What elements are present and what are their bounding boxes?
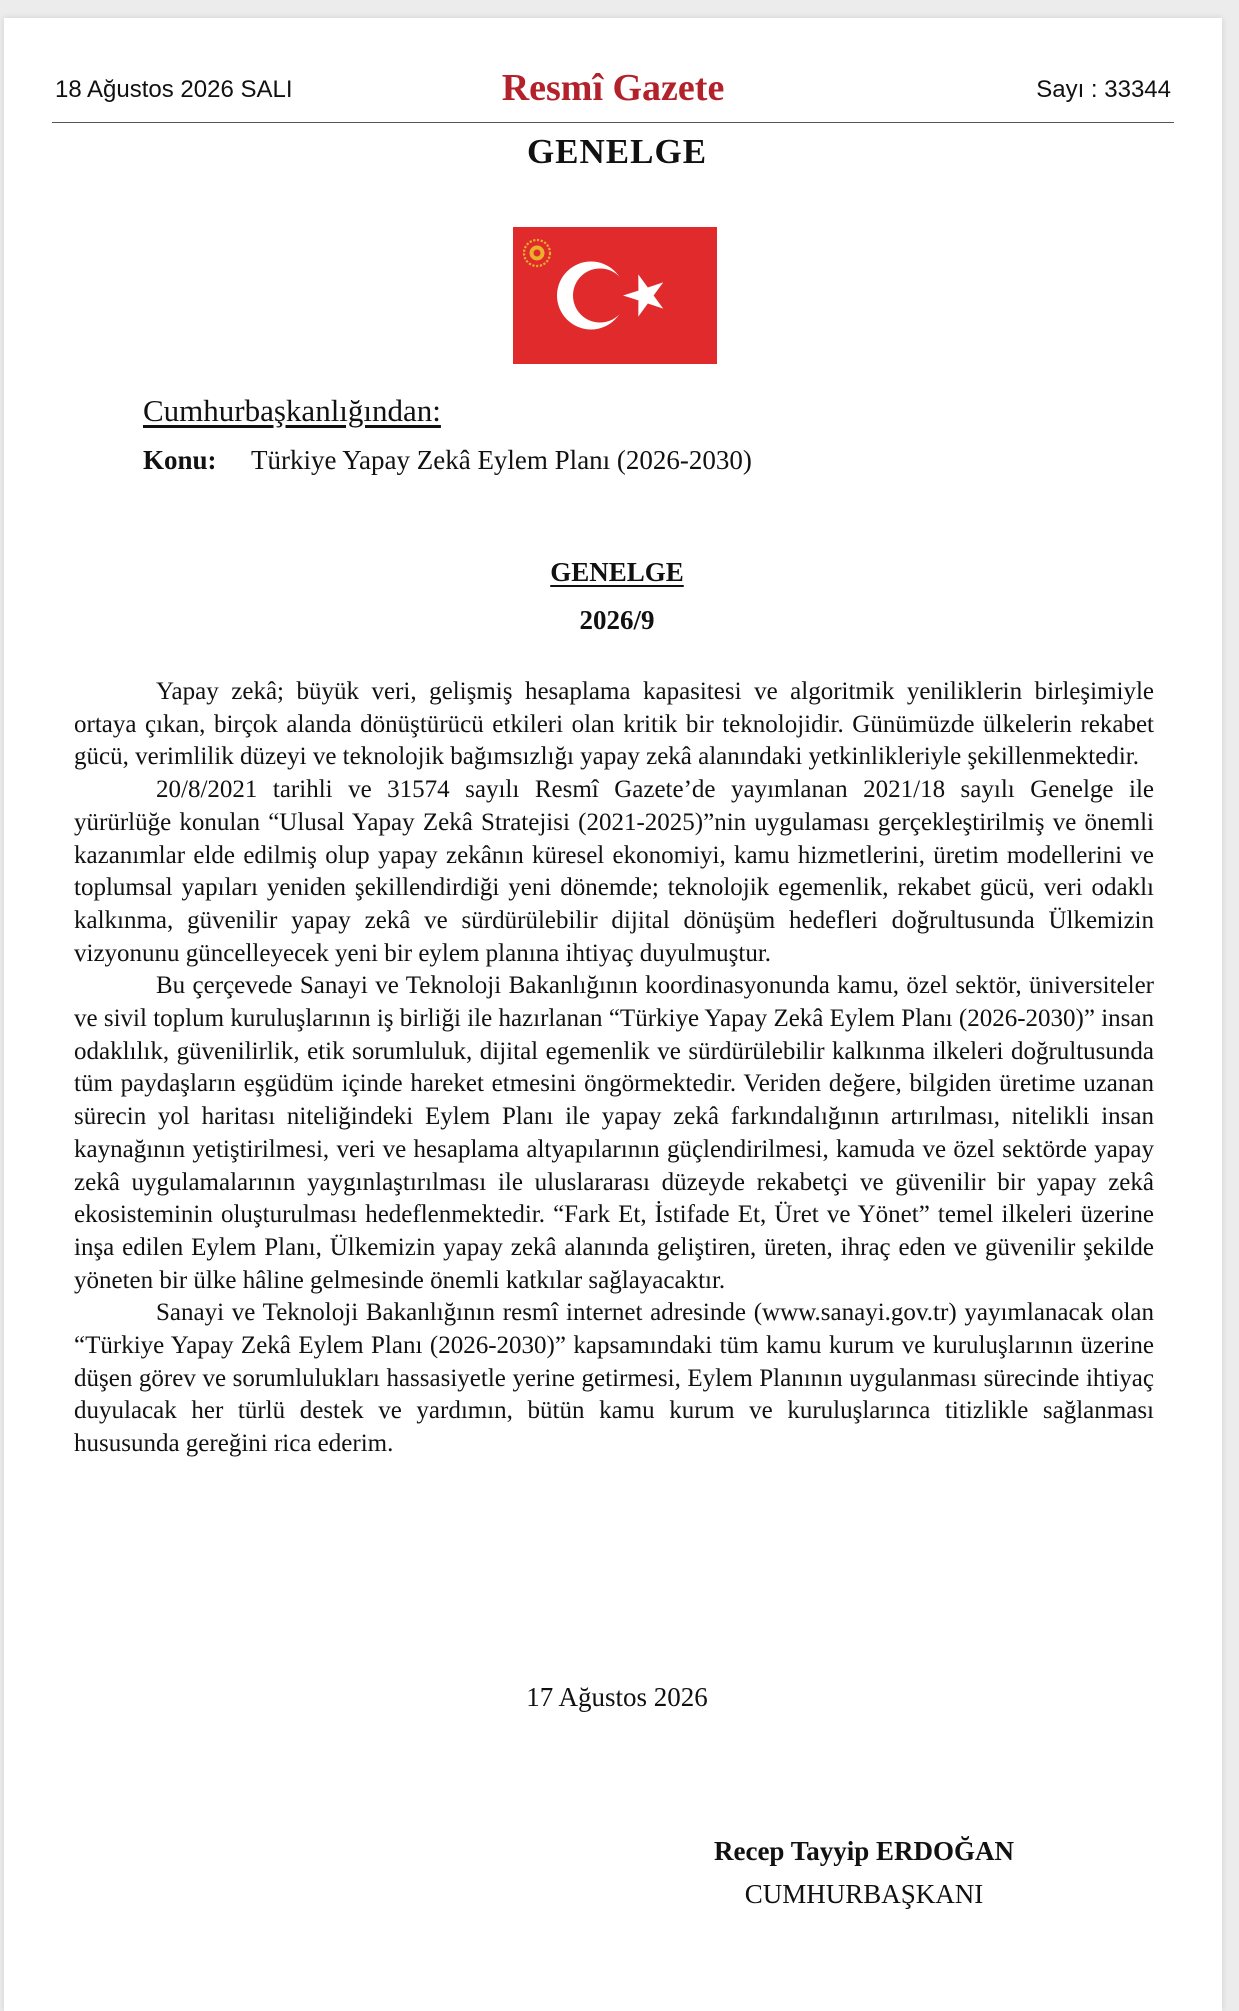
document-number: 2026/9	[579, 605, 655, 635]
signer-title: CUMHURBAŞKANI	[744, 1879, 984, 1909]
signature-block	[714, 1836, 1014, 1910]
document-type: GENELGE	[550, 557, 684, 587]
subject-line	[143, 445, 752, 476]
gazette-title: Resmî Gazete	[501, 67, 725, 109]
subject-label: Konu:	[143, 445, 217, 475]
body-paragraph: 20/8/2021 tarihli ve 31574 sayılı Resmî Gazete’de yayımlanan 2021/18 sayılı Genelge ile yürürlüğe konulan “Ulusal Yapay Zekâ Stratejisi (2021-2025)”nin uygulaması gerçekleştirilmiş ve önemli kazanımlar elde edilmiş olup yapay zekânın küresel ekonomiyi, kamu hizmetlerini, üretim modellerini ve toplumsal yapıları yeniden şekillendirdiği yeni dönemde; teknolojik egemenlik, rekabet gücü, veri odaklı kalkınma, güvenilir yapay zekâ ve sürdürülebilir dijital dönüşüm hedefleri doğrultusunda Ülkemizin vizyonunu güncelleyecek yeni bir eylem planına ihtiyaç duyulmuştur.	[74, 776, 1154, 967]
signature-date: 17 Ağustos 2026	[526, 1682, 708, 1712]
issue-number: Sayı : 33344	[1036, 76, 1171, 103]
header-divider	[52, 122, 1174, 123]
circular-body	[74, 676, 1154, 1461]
gazette-page	[4, 18, 1222, 2011]
body-paragraph: Sanayi ve Teknoloji Bakanlığının resmî internet adresinde (www.sanayi.gov.tr) yayımlanacak olan “Türkiye Yapay Zekâ Eylem Planı (2026-2030)” kapsamındaki tüm kamu kurum ve kuruluşlarının üzerine düşen görev ve sorumlulukları hassasiyetle yerine getirmesi, Eylem Planının uygulanması sürecinde ihtiyaç duyulacak her türlü destek ve yardımın, bütün kamu kurum ve kuruluşlarınca titizlikle sağlanması hususunda gereğini rica ederim.	[74, 1299, 1154, 1458]
gazette-header	[52, 68, 1174, 114]
subject-text: Türkiye Yapay Zekâ Eylem Planı (2026-2030)	[251, 445, 752, 475]
body-paragraph: Bu çerçevede Sanayi ve Teknoloji Bakanlığının koordinasyonunda kamu, özel sektör, üniversiteler ve sivil toplum kuruluşlarının iş birliği ile hazırlanan “Türkiye Yapay Zekâ Eylem Planı (2026-2030)” insan odaklılık, güvenilirlik, etik sorumluluk, dijital egemenlik ve sürdürülebilir kalkınma ilkeleri doğrultusunda tüm paydaşların eşgüdüm içinde hareket etmesini öngörmektedir. Veriden değere, bilgiden üretime uzanan sürecin yol haritası niteliğindeki Eylem Planı ile yapay zekâ farkındalığının artırılması, nitelikli insan kaynağının yetiştirilmesi, veri ve hesaplama altyapılarının güçlendirilmesi, kamuda ve özel sektörde yapay zekâ uygulamalarının yaygınlaştırılması ile uluslararası düzeyde rekabetçi ve güvenilir bir yapay zekâ ekosisteminin oluşturulması hedeflenmektedir. “Fark Et, İstifade Et, Üret ve Yönet” temel ilkeleri üzerine inşa edilen Eylem Planı, Ülkemizin yapay zekâ alanında geliştiren, üreten, ihraç eden ve güvenilir şekilde yöneten bir ülke hâline gelmesinde önemli katkılar sağlayacaktır.	[74, 972, 1154, 1294]
publication-date: 18 Ağustos 2026 SALI	[55, 76, 293, 103]
signer-name: Recep Tayyip ERDOĞAN	[713, 1836, 1015, 1866]
body-paragraph: Yapay zekâ; büyük veri, gelişmiş hesaplama kapasitesi ve algoritmik yeniliklerin birleşimiyle ortaya çıkan, birçok alanda dönüştürücü etkileri olan kritik bir teknolojidir. Günümüzde ülkelerin rekabet gücü, verimlilik düzeyi ve teknolojik bağımsızlığı yapay zekâ alanındaki yetkinlikleriyle şekillenmektedir.	[74, 678, 1154, 771]
section-heading: GENELGE	[526, 132, 708, 171]
issuing-authority: Cumhurbaşkanlığından:	[143, 393, 441, 428]
turkish-flag-icon	[513, 227, 717, 364]
